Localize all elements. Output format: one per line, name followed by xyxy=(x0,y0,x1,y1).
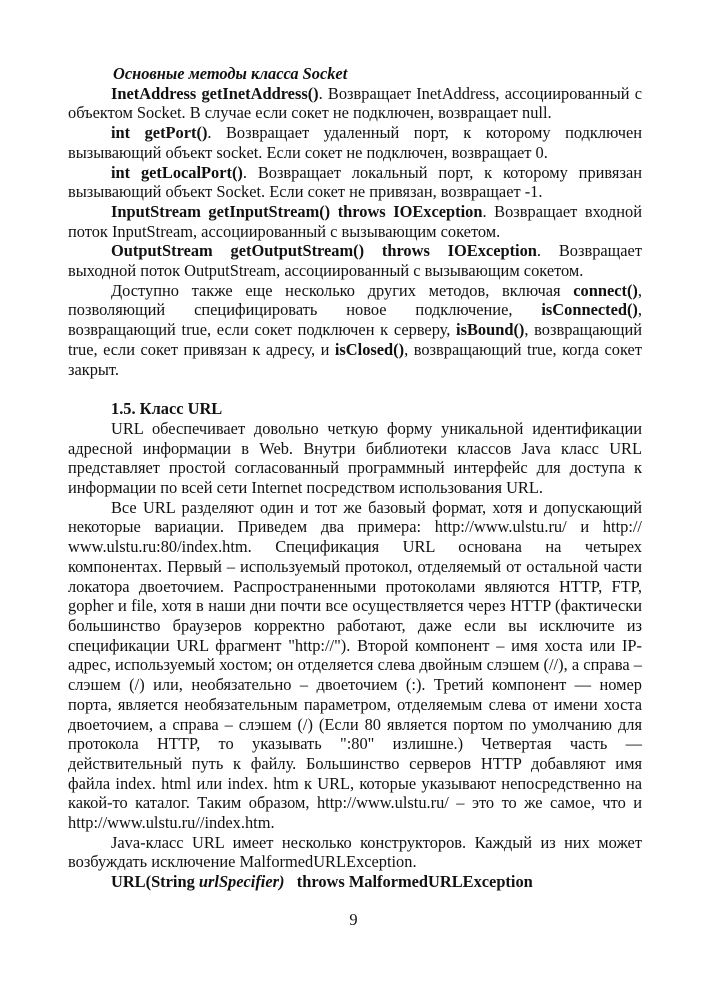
url-paragraph-intro: URL обеспечивает довольно четкую форму уникальной идентификации адресной информации в Web. Внутри библиотеки классов Java класс URL представляет простой согласованный программный интерфейс для доступа к информации по всей сети Internet посредством использования URL. xyxy=(68,418,642,498)
method-description: . Возвращает выходной поток OutputStream, ассоциированный с вызывающим сокетом. xyxy=(68,241,642,281)
text-run: throws MalformedURLException xyxy=(284,872,533,892)
method-isbound: isBound() xyxy=(456,320,525,340)
method-connect: connect() xyxy=(573,280,638,300)
method-description: . Возвращает локальный порт, к которому привязан вызывающий объект Socket. Если сокет не привязан, возвращает -1. xyxy=(68,162,642,202)
method-isconnected: isConnected() xyxy=(541,300,638,320)
constructor-argument: urlSpecifier) xyxy=(198,872,285,892)
url-section-heading: 1.5. Класс URL xyxy=(111,399,223,419)
method-signature: int getLocalPort() xyxy=(111,162,243,182)
method-description: . Возвращает InetAddress, ассоциированный с объектом Socket. В случае если сокет не подключен, возвращает null. xyxy=(68,83,642,123)
other-methods-paragraph xyxy=(68,281,642,380)
text-run: , возвращающий true, если сокет подключен к серверу, xyxy=(68,300,642,340)
document-page xyxy=(68,64,642,892)
method-signature: InetAddress getInetAddress() xyxy=(111,83,319,103)
method-signature: OutputStream getOutputStream() throws IOException xyxy=(111,241,537,261)
url-paragraph-format: Все URL разделяют один и тот же базовый формат, хотя и допускающий некоторые вариации. Приведем два примера: http://www.ulstu.ru/ и http:// www.ulstu.ru:80/index.htm. Спецификация URL основана на четырех компонентах. Первый – используемый протокол, отделяемый от остальной части локатора двоеточием. Распространенными протоколами являются HTTP, FTP, gopher и file, хотя в наши дни почти все осуществляется через HTTP (фактически большинство браузеров корректно работают, даже если вы исключите из спецификации URL фрагмент "http://"). Второй компонент – имя хоста или IP-адрес, используемый хостом; он отделяется слева двойным слэшем (//), а справа – слэшем (/) или, необязательно – двоеточием (:). Третий компонент — номер порта, является необязательным параметром, отделяемым слева от имени хоста двоеточием, а справа – слэшем (/) (Если 80 является портом по умолчанию для протокола HTTP, то указывать ":80" излишне.) Четвертая часть — действительный путь к файлу. Большинство серверов HTTP добавляют имя файла index. html или index. htm к URL, которые указывают непосредственно на какой-то каталог. Таким образом, http://www.ulstu.ru/ – это то же самое, что и http://www.ulstu.ru//index.htm. xyxy=(68,497,642,833)
method-getport xyxy=(68,123,642,162)
method-description: . Возвращает удаленный порт, к которому подключен вызывающий объект socket. Если сокет не подключен, возвращает 0. xyxy=(68,123,642,162)
socket-methods-heading: Основные методы класса Socket xyxy=(113,64,348,83)
text-run: , возвращающий true, когда сокет закрыт. xyxy=(68,339,642,379)
url-constructor-signature xyxy=(111,872,642,892)
text-run: , возвращающий true, если сокет привязан к адресу, и xyxy=(68,320,642,359)
page-number: 9 xyxy=(349,910,358,929)
method-description: . Возвращает входной поток InputStream, ассоциированный с вызывающим сокетом. xyxy=(68,201,642,241)
method-getinetaddress xyxy=(68,84,642,123)
text-run: Доступно также еще несколько других методов, включая xyxy=(111,280,574,300)
text-run: URL(String xyxy=(111,872,199,892)
text-run: , позволяющий специфицировать новое подключение, xyxy=(68,280,642,320)
method-signature: int getPort() xyxy=(111,123,208,143)
url-paragraph-constructors: Java-класс URL имеет несколько конструкторов. Каждый из них может возбуждать исключение MalformedURLException. xyxy=(68,832,642,872)
method-signature: InputStream getInputStream() throws IOException xyxy=(111,201,483,221)
method-getoutputstream xyxy=(68,241,642,280)
method-getlocalport xyxy=(68,163,642,202)
method-isclosed: isClosed() xyxy=(334,339,405,359)
method-getinputstream xyxy=(68,202,642,241)
